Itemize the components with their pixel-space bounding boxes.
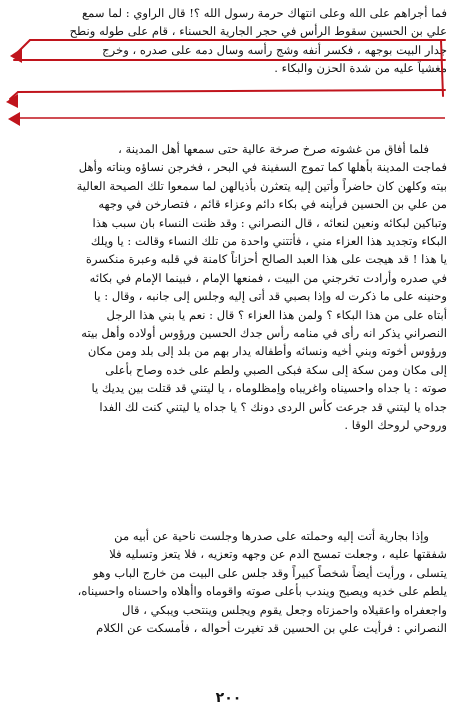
text-line: إلى مكان ومن سكة إلى سكة فبكى الصبي ولطم على خده وصاح بأعلى xyxy=(105,362,447,377)
text-line: في صدره وأرادت تخرجني من البيت ، فمنعها الإمام ، فبينما الإمام في بكائه xyxy=(89,270,447,285)
text-line: صوته : يا جداه واحسيناه واغريباه واِمظلوماه ، يا ليتني قد قتلت بين يديك يا xyxy=(91,381,447,396)
text-line: فما أجراهم على الله وعلى انتهاك حرمة رسول الله ؟! قال الراوي : لما سمع xyxy=(82,6,447,20)
page-number: ٢٠٠ xyxy=(215,690,242,706)
text-line: يا هذا ! قد هيجت على هذا العبد الصالح أحزاناً كامنة في قلبه وعبرة منكسرة xyxy=(85,252,447,267)
paragraph-3 xyxy=(8,527,447,637)
annotation-underline xyxy=(18,90,445,92)
text-line: علي بن الحسين سقوط الرأس في حجر الجارية الحسناء ، قام على طوله ونطح xyxy=(69,24,447,39)
text-line: أبتاه على من هذا البكاء ؟ ولمن هذا العزاء ؟ قال : نعم يا بني هذا الرجل xyxy=(106,307,447,322)
text-line: النصراني يذكر انه رأى في منامه رأس جدك الحسين ورؤوس أولاده وأهل بيته xyxy=(81,326,447,341)
text-line: جدار البيت بوجهه ، فكسر أنفه وشج رأسه وسال دمه على صدره ، وخرج xyxy=(102,42,447,57)
text-line: وحنينه على ما ذكرت له وإذا بصبي قد أتى إليه وجلس إلى جانبه ، وقال : يا xyxy=(93,289,447,304)
text-line: وتباكين لبكائه ونعين لنعائه ، قال النصراني : وقد ظنت النساء بان سبب هذا xyxy=(92,215,447,230)
text-line: يلطم على خديه ويصيح ويندب بأعلى صوته واقوماه واأهلاه واحسناه واحسيناه، xyxy=(77,584,447,599)
text-line: ورؤوس أخوته وبني أخيه ونسائه وأطفاله يدار بهم من بلد إلى بلد ومن مكان xyxy=(87,344,447,359)
paragraph-2 xyxy=(8,140,447,435)
text-line: البكاء وتجديد هذا العزاء مني ، فأتتني واحدة من تلك النساء وقالت : يا ويلك xyxy=(90,234,447,249)
text-line: وروحي لروحك الوقا . xyxy=(344,418,447,433)
text-line: بيته وكلهن كان حاضراً وأتين إليه يتعثرن بأذيالهن لما سمعوا تلك الصيحة العالية xyxy=(76,178,447,193)
text-line: يتسلى ، ورأيت أيضاً شخصاً كبيراً وقد جلس على البيت من خارج الباب وهو xyxy=(93,565,447,580)
arrowhead-icon xyxy=(6,94,18,108)
text-line: فلما أفاق من غشوته صرخ صرخة عالية حتى سمعها أهل المدينة ، xyxy=(118,142,429,156)
text-line: فماجت المدينة بأهلها كما تموج السفينة في البحر ، فخرجن نساؤه وبناته وأهل xyxy=(78,160,447,175)
text-line: وإذا بجارية أتت إليه وحملته على صدرها وجلست ناحية عن أبيه من xyxy=(114,529,429,543)
text-line: من علي بن الحسين فرأينه في بكاء دائم وعزاء قائم ، فتصارخن في وجهه xyxy=(98,197,447,212)
text-line: جداه يا ليتني قد جرعت كأس الردى دونك ؟ يا جداه يا ليتني كنت لك الفدا xyxy=(99,399,447,414)
text-line: واجعفراه واعقيلاه واحمزتاه وجعل يقوم ويجلس وينتحب ويبكي ، قال xyxy=(122,602,447,617)
arrowhead-icon xyxy=(8,112,20,126)
text-line: النصراني : فرأيت علي بن الحسين قد تغيرت أحواله ، فأمسكت عن الكلام xyxy=(96,621,447,636)
text-line: شفقتها عليه ، وجعلت تمسح الدم عن وجهه وتعزيه ، فلا يتعز وتسليه فلا xyxy=(109,547,447,562)
text-line: مغشياً عليه من شدة الحزن والبكاء . xyxy=(274,61,447,76)
paragraph-1 xyxy=(8,4,447,78)
